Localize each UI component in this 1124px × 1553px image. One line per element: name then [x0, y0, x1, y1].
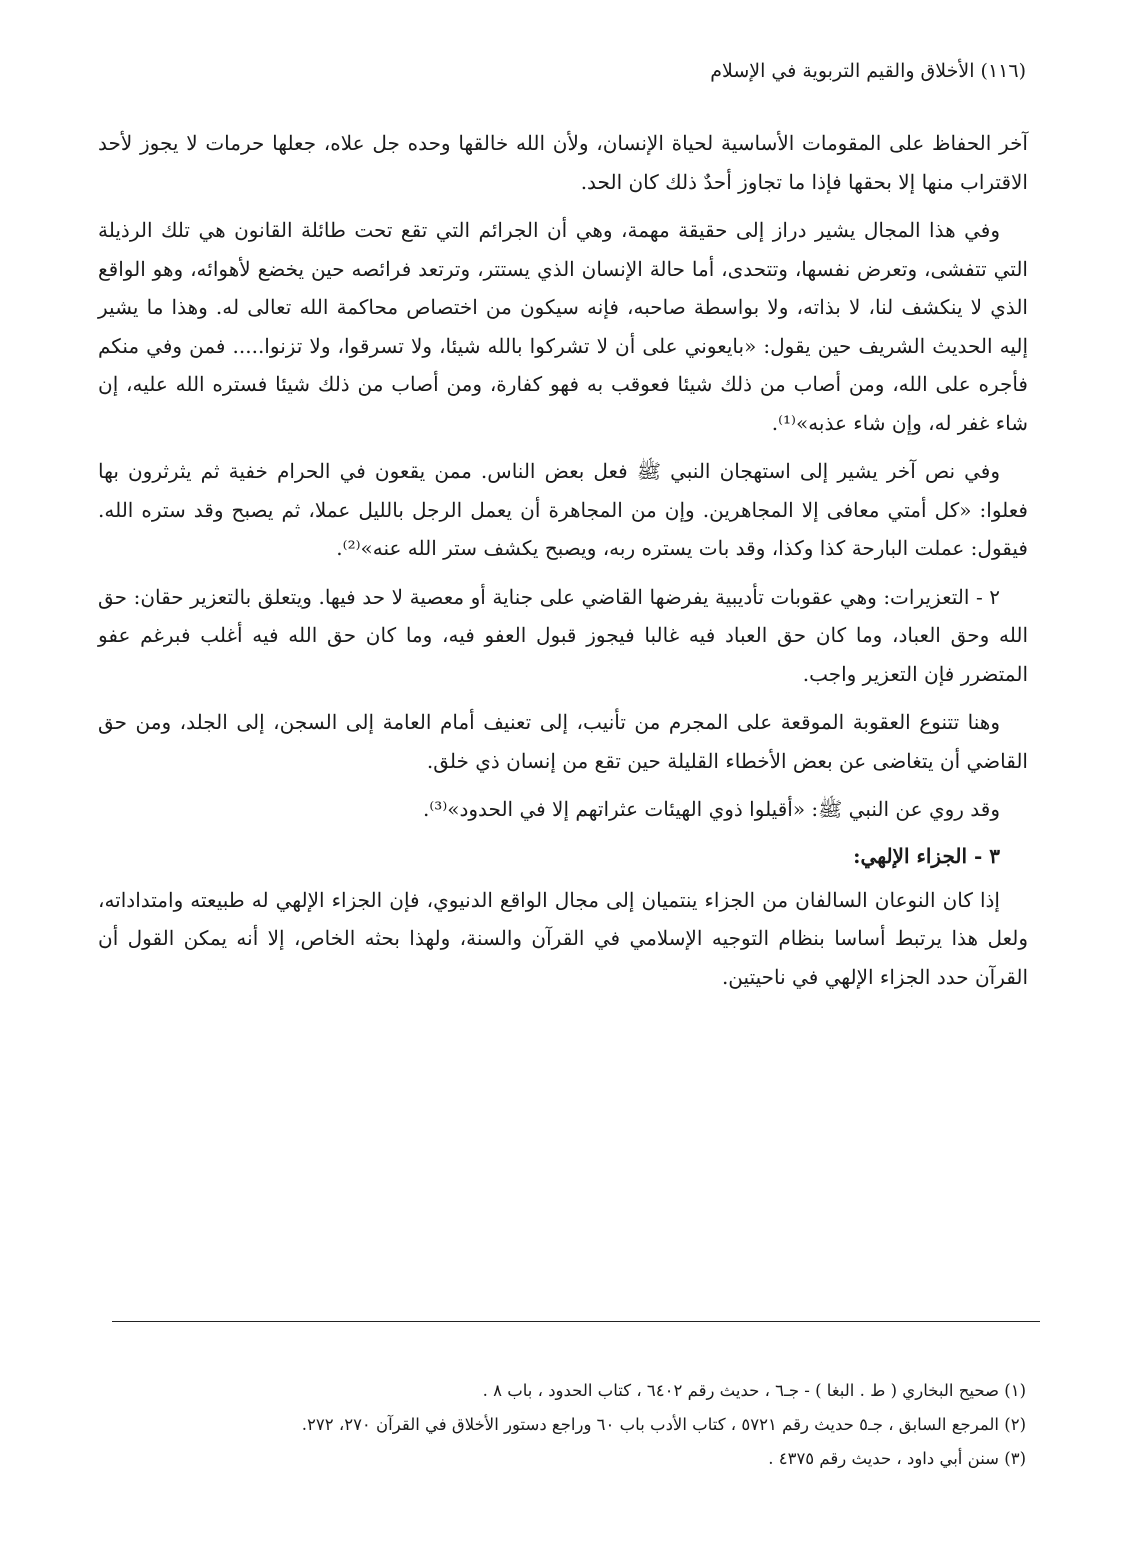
- footnote-1: (١) صحيح البخاري ( ط . البغا ) - جـ٦ ، حديث رقم ٦٤٠٢ ، كتاب الحدود ، باب ٨ .: [482, 1381, 1026, 1400]
- footnote-2: (٢) المرجع السابق ، جـ٥ حديث رقم ٥٧٢١ ، كتاب الأدب باب ٦٠ وراجع دستور الأخلاق في القرآن ٢٧٠، ٢٧٢.: [301, 1415, 1026, 1434]
- section-heading: ٣ - الجزاء الإلهي:: [853, 843, 1000, 868]
- main-text: [98, 124, 1028, 1006]
- paragraph-2: وفي هذا المجال يشير دراز إلى حقيقة مهمة، وهي أن الجرائم التي تقع تحت طائلة القانون هي تلك الرذيلة التي تتفشى، وتعرض نفسها، وتتحدى، أما حالة الإنسان الذي يستتر، وترتعد فرائصه حين يخضع لأهوائه، وهو الواقع الذي لا ينكشف لنا، لا بذاته، ولا بواسطة صاحبه، فإنه سيكون من اختصاص محاكمة الله تعالى له. وهذا ما يشير إليه الحديث الشريف حين يقول: «بايعوني على أن لا تشركوا بالله شيئا، ولا تسرقوا، ولا تزنوا..... فمن وفي منكم فأجره على الله، ومن أصاب من ذلك شيئا فعوقب به فهو كفارة، ومن أصاب من ذلك شيئا فستره الله عليه، إن شاء غفر له، وإن شاء عذبه»⁽¹⁾.: [98, 218, 1028, 435]
- footnotes: [106, 1374, 1026, 1476]
- paragraph-3: وفي نص آخر يشير إلى استهجان النبي ﷺ فعل بعض الناس. ممن يقعون في الحرام خفية ثم يثرثرون بها فعلوا: «كل أمتي معافى إلا المجاهرين. وإن من المجاهرة أن يعمل الرجل بالليل عملا، ثم يصبح وقد ستره الله. فيقول: عملت البارحة كذا وكذا، وقد بات يستره ربه، ويصبح يكشف ستر الله عنه»⁽²⁾.: [98, 459, 1028, 560]
- paragraph-6: وقد روي عن النبي ﷺ: «أقيلوا ذوي الهيئات عثراتهم إلا في الحدود»⁽³⁾.: [423, 797, 1000, 821]
- paragraph-5: وهنا تتنوع العقوبة الموقعة على المجرم من تأنيب، إلى تعنيف أمام العامة إلى السجن، إلى الجلد، ومن حق القاضي أن يتغاضى عن بعض الأخطاء القليلة حين تقع من إنسان ذي خلق.: [98, 710, 1028, 773]
- running-header: (١١٦) الأخلاق والقيم التربوية في الإسلام: [710, 60, 1026, 82]
- footnote-3: (٣) سنن أبي داود ، حديث رقم ٤٣٧٥ .: [768, 1449, 1026, 1468]
- footnote-separator: [112, 1321, 1040, 1322]
- paragraph-4: ٢ - التعزيرات: وهي عقوبات تأديبية يفرضها القاضي على جناية أو معصية لا حد فيها. ويتعلق بالتعزير حقان: حق الله وحق العباد، وما كان حق العباد فيه غالبا فيجوز قبول العفو فيه، وما كان حق الله فيه أغلب فبرغم عفو المتضرر فإن التعزير واجب.: [98, 584, 1028, 686]
- closing-paragraph: إذا كان النوعان السالفان من الجزاء ينتميان إلى مجال الواقع الدنيوي، فإن الجزاء الإلهي له طبيعته وامتداداته، ولعل هذا يرتبط أساسا بنظام التوجيه الإسلامي في القرآن والسنة، ولهذا بحثه الخاص، إلا أنه يمكن القول أن القرآن حدد الجزاء الإلهي في ناحيتين.: [98, 887, 1028, 989]
- paragraph-1: آخر الحفاظ على المقومات الأساسية لحياة الإنسان، ولأن الله خالقها وحده جل علاه، جعلها حرمات لا يجوز لأحد الاقتراب منها إلا بحقها فإذا ما تجاوز أحدٌ ذلك كان الحد.: [98, 131, 1028, 194]
